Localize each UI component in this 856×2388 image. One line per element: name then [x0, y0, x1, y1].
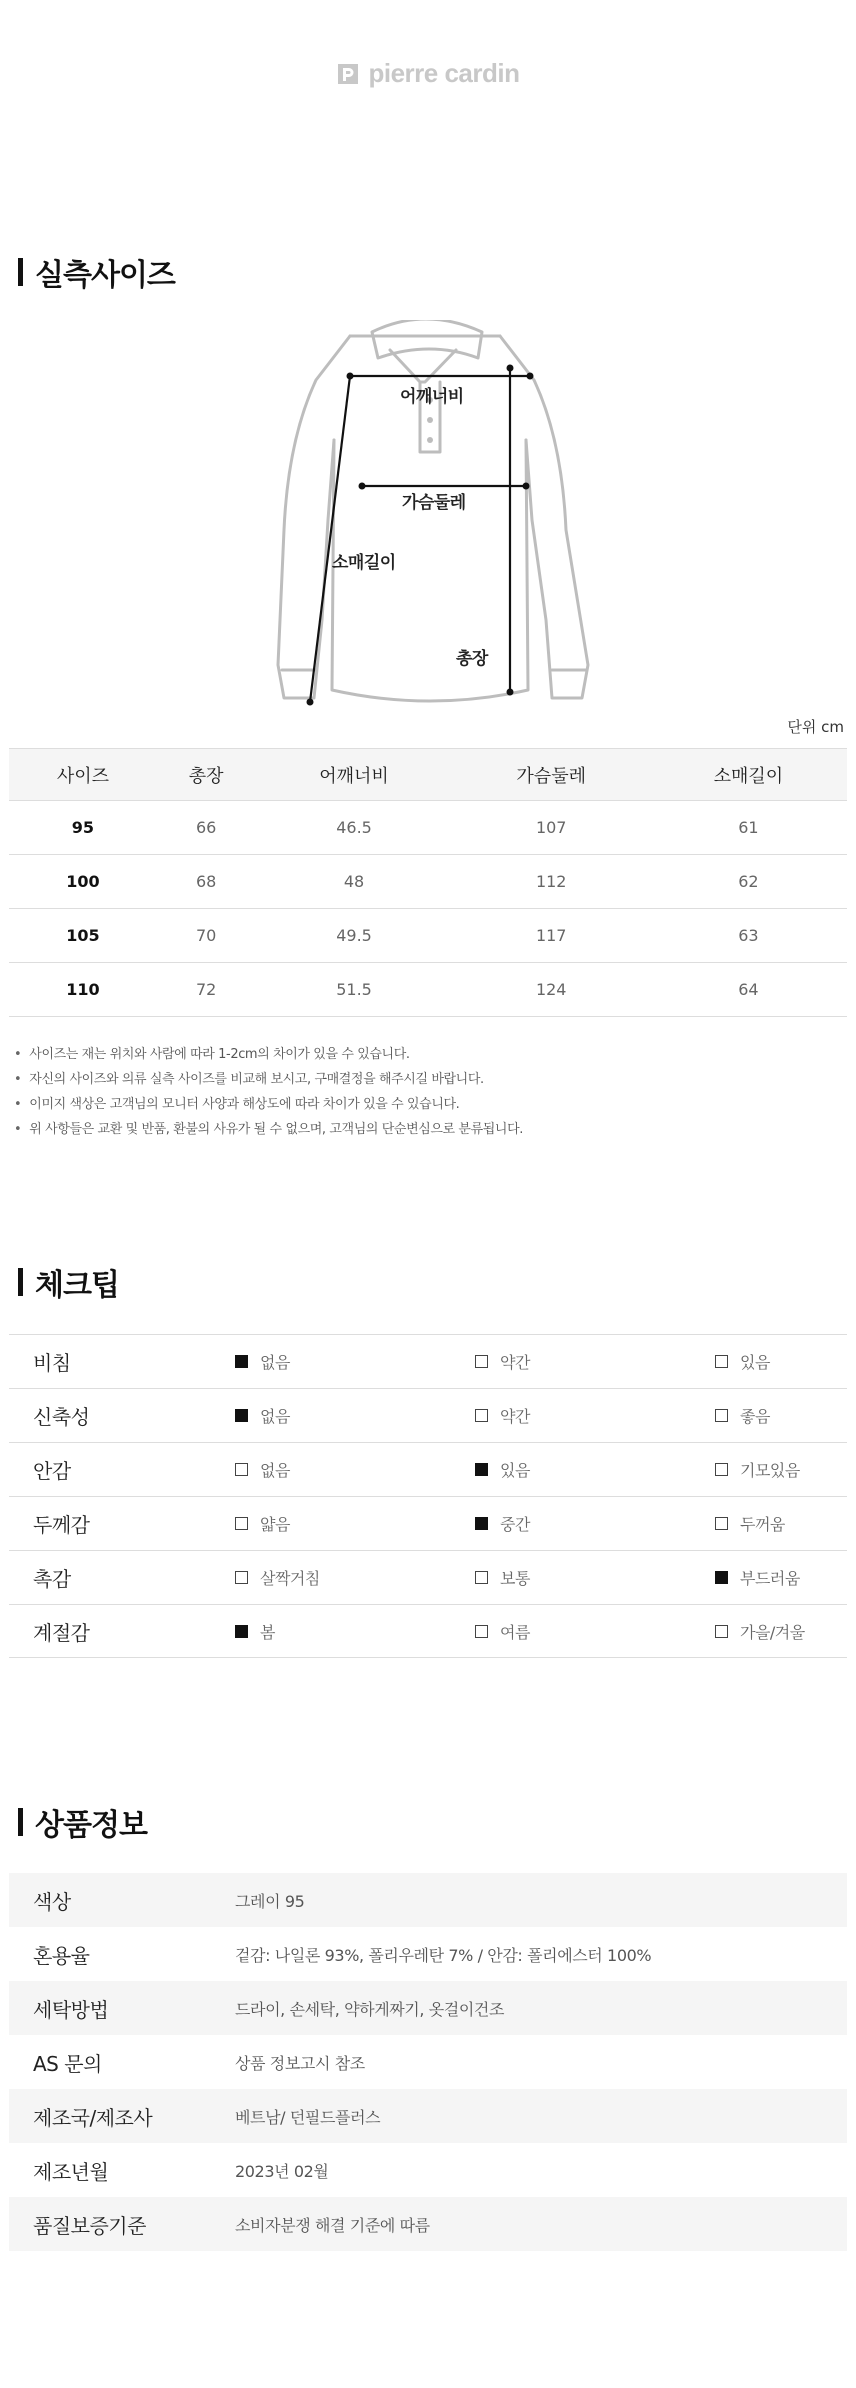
shirt-outline — [270, 320, 610, 720]
tip-option-label: 없음 — [260, 1407, 290, 1426]
note-item: • 이미지 색상은 고객님의 모니터 사양과 해상도에 따라 차이가 있을 수 있습니다. — [14, 1092, 523, 1117]
tip-option-label: 중간 — [500, 1515, 530, 1534]
tip-option — [475, 1458, 715, 1481]
product-info-table — [9, 1873, 847, 2251]
info-row — [9, 2197, 847, 2251]
unchecked-box-icon — [715, 1355, 728, 1368]
section-title-bar — [18, 1268, 23, 1296]
tip-option-label: 좋음 — [740, 1407, 770, 1426]
cell-size: 105 — [9, 909, 157, 963]
tip-option — [475, 1404, 715, 1427]
cell-sleeve: 63 — [650, 909, 847, 963]
info-label: 제조국/제조사 — [33, 2105, 153, 2130]
tip-option-label: 가을/겨울 — [740, 1622, 805, 1642]
note-item: • 위 사항들은 교환 및 반품, 환불의 사유가 될 수 없으며, 고객님의 단순변심으로 분류됩니다. — [14, 1117, 523, 1142]
info-row — [9, 1927, 847, 1981]
tip-option-label: 기모있음 — [740, 1461, 800, 1480]
unchecked-box-icon — [235, 1571, 248, 1584]
header-chest: 가슴둘레 — [453, 749, 650, 801]
unit-label: 단위 cm — [787, 718, 844, 736]
unchecked-box-icon — [715, 1517, 728, 1530]
info-row — [9, 2035, 847, 2089]
tip-option — [715, 1512, 785, 1535]
unchecked-box-icon — [475, 1409, 488, 1422]
tip-option — [475, 1512, 715, 1535]
cell-size: 110 — [9, 963, 157, 1017]
tip-option — [715, 1458, 800, 1481]
cell-chest: 117 — [453, 909, 650, 963]
info-label: 혼용율 — [33, 1943, 90, 1968]
unchecked-box-icon — [475, 1355, 488, 1368]
tip-option-label: 살짝거침 — [260, 1569, 320, 1588]
tip-label: 비침 — [33, 1351, 71, 1375]
tip-label: 두께감 — [33, 1513, 90, 1537]
tip-label: 신축성 — [33, 1405, 90, 1429]
checked-box-icon — [235, 1409, 248, 1422]
info-value: 소비자분쟁 해결 기준에 따름 — [235, 2215, 430, 2235]
tip-option-label: 없음 — [260, 1461, 290, 1480]
info-label: 세탁방법 — [33, 1997, 109, 2022]
tip-option — [715, 1620, 805, 1643]
brand-name: pierre cardin — [368, 58, 520, 88]
cell-size: 95 — [9, 801, 157, 855]
info-row — [9, 1981, 847, 2035]
label-sleeve: 소매길이 — [332, 553, 396, 573]
tip-option-label: 있음 — [500, 1461, 530, 1480]
label-length: 총장 — [456, 649, 488, 669]
tip-option-label: 부드러움 — [740, 1569, 800, 1588]
tip-row — [9, 1604, 847, 1658]
size-notes — [14, 1042, 523, 1142]
cell-chest: 112 — [453, 855, 650, 909]
unchecked-box-icon — [475, 1625, 488, 1638]
size-table — [9, 748, 847, 1017]
note-item: • 사이즈는 재는 위치와 사람에 따라 1-2cm의 차이가 있을 수 있습니다. — [14, 1042, 523, 1067]
table-row — [9, 909, 847, 963]
header-sleeve: 소매길이 — [650, 749, 847, 801]
tip-option — [475, 1350, 715, 1373]
checked-box-icon — [475, 1463, 488, 1476]
tip-row — [9, 1334, 847, 1388]
cell-shoulder: 48 — [255, 855, 452, 909]
tip-label: 촉감 — [33, 1567, 71, 1591]
info-value: 겉감: 나일론 93%, 폴리우레탄 7% / 안감: 폴리에스터 100% — [235, 1945, 652, 1965]
tip-option — [235, 1458, 475, 1481]
info-row — [9, 2089, 847, 2143]
check-tips-table — [9, 1334, 847, 1658]
cell-sleeve: 64 — [650, 963, 847, 1017]
table-row — [9, 963, 847, 1017]
info-label: 품질보증기준 — [33, 2213, 146, 2238]
checked-box-icon — [235, 1355, 248, 1368]
cell-shoulder: 49.5 — [255, 909, 452, 963]
section-title-bar — [18, 1808, 23, 1836]
size-table-header — [9, 749, 847, 801]
tip-option — [475, 1566, 715, 1589]
cell-chest: 124 — [453, 963, 650, 1017]
cell-length: 70 — [157, 909, 256, 963]
note-item: • 자신의 사이즈와 의류 실측 사이즈를 비교해 보시고, 구매결정을 해주시길 바랍니다. — [14, 1067, 523, 1092]
info-value: 드라이, 손세탁, 약하게짜기, 옷걸이건조 — [235, 1999, 505, 2019]
tip-option — [235, 1404, 475, 1427]
tip-option — [235, 1512, 475, 1535]
tip-option-label: 두꺼움 — [740, 1515, 785, 1534]
tip-option-label: 있음 — [740, 1353, 770, 1372]
unchecked-box-icon — [715, 1625, 728, 1638]
unchecked-box-icon — [475, 1571, 488, 1584]
cell-shoulder: 46.5 — [255, 801, 452, 855]
info-label: 색상 — [33, 1889, 71, 1914]
tip-option-label: 보통 — [500, 1569, 530, 1588]
info-value: 2023년 02월 — [235, 2161, 329, 2181]
tip-label: 안감 — [33, 1459, 71, 1483]
tip-row — [9, 1442, 847, 1496]
tip-row — [9, 1496, 847, 1550]
info-row — [9, 2143, 847, 2197]
cell-sleeve: 62 — [650, 855, 847, 909]
info-value: 상품 정보고시 참조 — [235, 2053, 365, 2073]
tip-option-label: 여름 — [500, 1622, 530, 1642]
tip-option — [235, 1566, 475, 1589]
tip-row — [9, 1550, 847, 1604]
cell-length: 66 — [157, 801, 256, 855]
tip-option — [715, 1566, 800, 1589]
tip-option-label: 얇음 — [260, 1515, 290, 1534]
unchecked-box-icon — [235, 1517, 248, 1530]
section-title-product-info: 상품정보 — [18, 1800, 147, 1844]
tip-option — [235, 1350, 475, 1373]
label-shoulder: 어깨너비 — [400, 387, 464, 407]
tip-option-label: 약간 — [500, 1353, 530, 1372]
cell-length: 68 — [157, 855, 256, 909]
header-length: 총장 — [157, 749, 256, 801]
tip-option-label: 없음 — [260, 1353, 290, 1372]
section-title-bar — [18, 258, 23, 286]
unchecked-box-icon — [715, 1463, 728, 1476]
info-label: AS 문의 — [33, 2051, 102, 2076]
header-shoulder: 어깨너비 — [255, 749, 452, 801]
unchecked-box-icon — [715, 1409, 728, 1422]
cell-chest: 107 — [453, 801, 650, 855]
tip-row — [9, 1388, 847, 1442]
tip-option-label: 약간 — [500, 1407, 530, 1426]
info-value: 그레이 95 — [235, 1891, 305, 1911]
tip-option-label: 봄 — [260, 1622, 275, 1642]
table-row — [9, 801, 847, 855]
brand-logo — [0, 58, 856, 89]
tip-label: 계절감 — [33, 1620, 90, 1645]
info-label: 제조년월 — [33, 2159, 109, 2184]
garment-diagram — [270, 320, 610, 720]
cell-size: 100 — [9, 855, 157, 909]
info-row — [9, 1873, 847, 1927]
tip-option — [715, 1350, 770, 1373]
label-chest: 가슴둘레 — [402, 493, 466, 513]
tip-option — [475, 1620, 715, 1643]
cell-length: 72 — [157, 963, 256, 1017]
info-value: 베트남/ 던필드플러스 — [235, 2107, 381, 2127]
cell-shoulder: 51.5 — [255, 963, 452, 1017]
tip-option — [715, 1404, 770, 1427]
section-title-measurements: 실측사이즈 — [18, 250, 175, 294]
checked-box-icon — [475, 1517, 488, 1530]
unchecked-box-icon — [235, 1463, 248, 1476]
tip-option — [235, 1620, 475, 1643]
checked-box-icon — [715, 1571, 728, 1584]
table-row — [9, 855, 847, 909]
pierre-cardin-mark-icon — [336, 62, 360, 86]
checked-box-icon — [235, 1625, 248, 1638]
section-title-check-tips: 체크팁 — [18, 1260, 119, 1304]
cell-sleeve: 61 — [650, 801, 847, 855]
header-size: 사이즈 — [9, 749, 157, 801]
